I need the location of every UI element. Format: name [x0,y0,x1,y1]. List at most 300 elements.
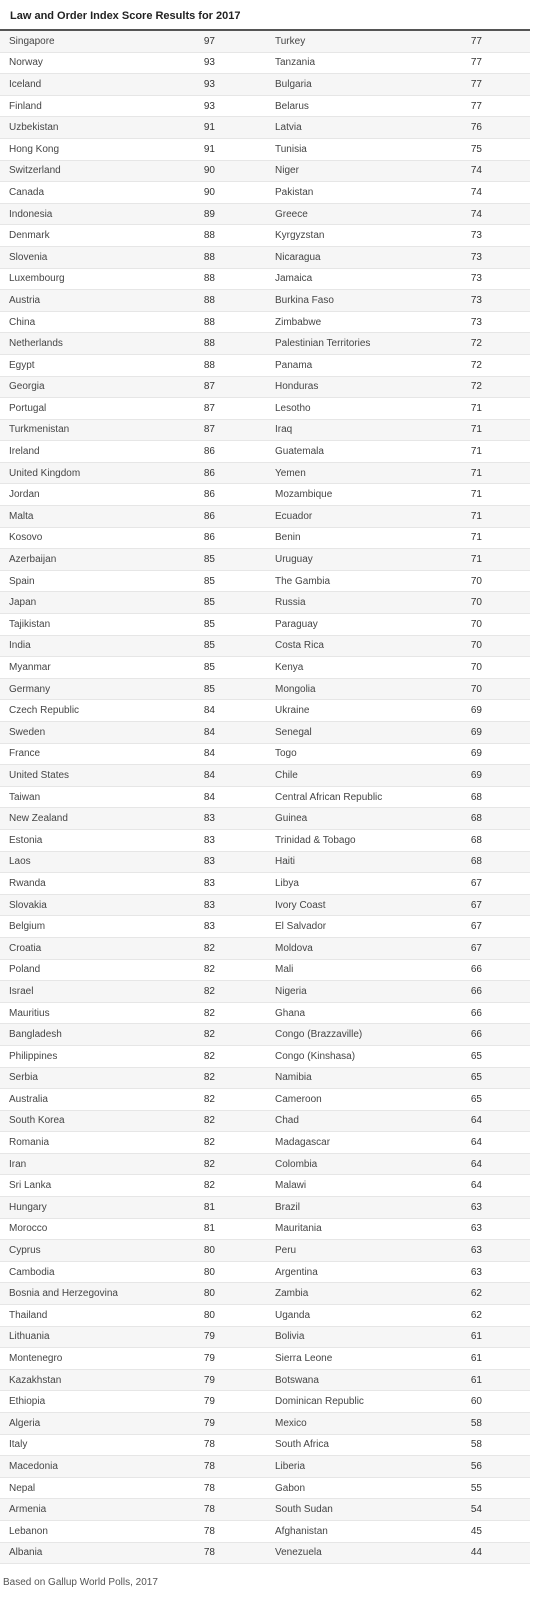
score-value: 70 [470,575,482,587]
table-row [265,1435,530,1457]
country-name: United States [9,769,70,781]
score-value: 74 [470,165,482,177]
country-name: Iceland [9,78,42,90]
score-value: 78 [203,1460,215,1472]
score-value: 73 [470,251,482,263]
table-row [0,852,265,874]
table-row [265,53,530,75]
table-row [0,1046,265,1068]
score-value: 86 [203,510,215,522]
country-name: Congo (Kinshasa) [275,1050,356,1062]
country-name: Malawi [275,1180,307,1192]
score-value: 70 [470,683,482,695]
table-row [265,247,530,269]
table-row [0,1435,265,1457]
table-row [0,1327,265,1349]
table-row [0,398,265,420]
country-name: Costa Rica [275,640,324,652]
score-value: 74 [470,186,482,198]
score-value: 70 [470,640,482,652]
score-value: 67 [470,921,482,933]
score-value: 75 [470,143,482,155]
country-name: Georgia [9,381,45,393]
score-value: 84 [203,748,215,760]
score-table [0,31,530,1564]
score-value: 86 [203,532,215,544]
score-value: 84 [203,791,215,803]
country-name: Senegal [275,726,312,738]
country-name: Tajikistan [9,618,51,630]
score-value: 88 [203,359,215,371]
score-value: 72 [470,338,482,350]
table-row [0,74,265,96]
table-row [0,1219,265,1241]
country-name: Azerbaijan [9,554,57,566]
score-value: 62 [470,1288,482,1300]
score-value: 93 [203,100,215,112]
table-row [265,1391,530,1413]
table-row [265,1370,530,1392]
country-name: Italy [9,1439,28,1451]
table-row [0,787,265,809]
country-name: Uganda [275,1309,311,1321]
table-row [0,830,265,852]
country-name: Brazil [275,1201,301,1213]
country-name: Australia [9,1093,48,1105]
table-row [0,377,265,399]
table-row [265,1283,530,1305]
country-name: Mauritania [275,1223,322,1235]
table-row [0,981,265,1003]
country-name: Zimbabwe [275,316,322,328]
country-name: Jamaica [275,273,313,285]
table-row [0,744,265,766]
table-row [0,139,265,161]
country-name: Slovakia [9,899,47,911]
country-name: Israel [9,985,34,997]
country-name: Mali [275,964,294,976]
score-value: 86 [203,446,215,458]
table-row [0,31,265,53]
score-value: 80 [203,1288,215,1300]
score-value: 69 [470,748,482,760]
table-row [0,873,265,895]
page-title: Law and Order Index Score Results for 2017 [10,10,241,22]
table-row [265,657,530,679]
table-row [265,441,530,463]
country-name: Mongolia [275,683,316,695]
score-value: 82 [203,1158,215,1170]
table-row [265,571,530,593]
table-row [0,1305,265,1327]
country-name: Mozambique [275,489,333,501]
country-name: Sri Lanka [9,1180,52,1192]
table-row [265,636,530,658]
country-name: Guinea [275,813,308,825]
table-row [0,528,265,550]
table-row [265,528,530,550]
country-name: Denmark [9,230,50,242]
table-row [265,1543,530,1565]
table-row [0,312,265,334]
score-value: 71 [470,446,482,458]
country-name: Ethiopia [9,1396,46,1408]
score-value: 63 [470,1223,482,1235]
country-name: South Korea [9,1115,65,1127]
country-name: Bulgaria [275,78,312,90]
score-value: 79 [203,1374,215,1386]
country-name: Paraguay [275,618,318,630]
country-name: Central African Republic [275,791,383,803]
table-row [0,247,265,269]
score-value: 63 [470,1201,482,1213]
score-value: 77 [470,57,482,69]
country-name: India [9,640,31,652]
score-value: 79 [203,1417,215,1429]
table-row [0,269,265,291]
score-value: 68 [470,791,482,803]
country-name: Sierra Leone [275,1353,333,1365]
score-value: 71 [470,510,482,522]
country-name: Poland [9,964,41,976]
table-row [265,787,530,809]
country-name: Spain [9,575,35,587]
score-value: 73 [470,273,482,285]
score-value: 85 [203,662,215,674]
country-name: Indonesia [9,208,53,220]
country-name: Madagascar [275,1137,331,1149]
table-row [265,161,530,183]
table-row [0,960,265,982]
country-name: Morocco [9,1223,48,1235]
country-name: Chile [275,769,298,781]
table-row [265,592,530,614]
table-row [265,808,530,830]
table-row [0,700,265,722]
score-value: 70 [470,618,482,630]
country-name: Gabon [275,1482,306,1494]
table-row [265,398,530,420]
country-name: Lesotho [275,402,311,414]
table-row [265,852,530,874]
table-row [265,981,530,1003]
table-row [265,333,530,355]
score-value: 77 [470,78,482,90]
country-name: Benin [275,532,301,544]
country-name: Philippines [9,1050,58,1062]
country-name: Ukraine [275,705,310,717]
table-row [0,722,265,744]
country-name: Ivory Coast [275,899,326,911]
table-row [265,1089,530,1111]
table-row [0,1370,265,1392]
country-name: Luxembourg [9,273,65,285]
score-value: 69 [470,726,482,738]
country-name: Finland [9,100,42,112]
country-name: Egypt [9,359,35,371]
score-value: 61 [470,1331,482,1343]
score-value: 69 [470,769,482,781]
score-value: 82 [203,1007,215,1019]
country-name: Singapore [9,35,55,47]
country-name: Mexico [275,1417,307,1429]
country-name: Turkmenistan [9,424,70,436]
country-name: Thailand [9,1309,48,1321]
score-value: 80 [203,1266,215,1278]
table-row [0,96,265,118]
table-row [265,722,530,744]
score-value: 88 [203,273,215,285]
country-name: Nicaragua [275,251,321,263]
table-row [0,1543,265,1565]
score-value: 84 [203,769,215,781]
country-name: Laos [9,856,31,868]
score-value: 71 [470,467,482,479]
country-name: Belgium [9,921,46,933]
country-name: France [9,748,41,760]
table-row [0,1456,265,1478]
table-row [265,290,530,312]
table-row [265,1175,530,1197]
table-row [265,873,530,895]
score-value: 79 [203,1353,215,1365]
table-row [265,1327,530,1349]
country-name: Jordan [9,489,40,501]
score-value: 78 [203,1482,215,1494]
country-name: South Africa [275,1439,329,1451]
score-value: 45 [470,1525,482,1537]
table-row [0,938,265,960]
country-name: Kosovo [9,532,43,544]
country-name: Lithuania [9,1331,50,1343]
table-row [0,808,265,830]
table-row [265,938,530,960]
score-value: 84 [203,726,215,738]
country-name: Bangladesh [9,1029,62,1041]
country-name: Canada [9,186,45,198]
table-row [265,830,530,852]
country-name: Rwanda [9,877,46,889]
country-name: Burkina Faso [275,294,334,306]
score-value: 72 [470,359,482,371]
country-name: Mauritius [9,1007,50,1019]
table-row [265,117,530,139]
table-row [265,31,530,53]
score-value: 71 [470,532,482,544]
country-name: Montenegro [9,1353,63,1365]
score-value: 83 [203,856,215,868]
score-value: 76 [470,122,482,134]
score-value: 61 [470,1374,482,1386]
table-row [265,1521,530,1543]
table-row [265,377,530,399]
table-row [265,1132,530,1154]
table-row [0,333,265,355]
score-value: 87 [203,424,215,436]
country-name: Honduras [275,381,319,393]
country-name: Zambia [275,1288,309,1300]
table-row [0,1197,265,1219]
table-row [0,1240,265,1262]
table-row [265,679,530,701]
score-value: 78 [203,1504,215,1516]
score-value: 63 [470,1266,482,1278]
score-value: 64 [470,1115,482,1127]
table-row [0,571,265,593]
table-row [0,1154,265,1176]
table-row [265,614,530,636]
country-name: Belarus [275,100,309,112]
table-row [265,1219,530,1241]
score-value: 78 [203,1525,215,1537]
score-value: 87 [203,402,215,414]
table-row [265,1478,530,1500]
score-value: 85 [203,618,215,630]
score-value: 64 [470,1180,482,1192]
table-row [0,484,265,506]
score-value: 81 [203,1201,215,1213]
table-row [265,1240,530,1262]
table-row [0,592,265,614]
table-row [265,1003,530,1025]
table-row [265,765,530,787]
country-name: Nepal [9,1482,36,1494]
country-name: Pakistan [275,186,314,198]
score-value: 85 [203,554,215,566]
table-row [0,1283,265,1305]
country-name: Algeria [9,1417,41,1429]
country-name: Iraq [275,424,293,436]
country-name: Bolivia [275,1331,305,1343]
left-column [0,31,265,1564]
country-name: Iran [9,1158,27,1170]
country-name: New Zealand [9,813,68,825]
score-value: 82 [203,985,215,997]
table-row [265,1197,530,1219]
score-value: 82 [203,1137,215,1149]
table-row [265,1348,530,1370]
table-row [265,1046,530,1068]
score-value: 55 [470,1482,482,1494]
table-row [0,1499,265,1521]
table-row [0,225,265,247]
table-row [265,312,530,334]
country-name: Slovenia [9,251,48,263]
score-value: 65 [470,1072,482,1084]
table-row [265,1499,530,1521]
table-row [265,895,530,917]
score-value: 85 [203,575,215,587]
country-name: Macedonia [9,1460,58,1472]
score-value: 83 [203,899,215,911]
score-value: 91 [203,143,215,155]
country-name: Portugal [9,402,47,414]
country-name: Togo [275,748,297,760]
table-row [265,225,530,247]
score-value: 80 [203,1245,215,1257]
table-row [265,960,530,982]
country-name: Cyprus [9,1245,41,1257]
table-row [265,744,530,766]
table-row [0,1132,265,1154]
country-name: Kazakhstan [9,1374,62,1386]
right-column [265,31,530,1564]
country-name: Colombia [275,1158,318,1170]
table-row [265,139,530,161]
table-row [0,161,265,183]
country-name: Japan [9,597,37,609]
table-row [265,1024,530,1046]
score-value: 62 [470,1309,482,1321]
country-name: Russia [275,597,306,609]
score-value: 66 [470,964,482,976]
country-name: Chad [275,1115,299,1127]
table-row [265,506,530,528]
score-value: 44 [470,1547,482,1559]
country-name: Haiti [275,856,296,868]
country-name: China [9,316,36,328]
country-name: Afghanistan [275,1525,328,1537]
country-name: Bosnia and Herzegovina [9,1288,118,1300]
score-value: 89 [203,208,215,220]
country-name: Norway [9,57,43,69]
table-row [0,1262,265,1284]
score-value: 71 [470,554,482,566]
score-value: 66 [470,985,482,997]
country-name: Venezuela [275,1547,322,1559]
table-row [0,420,265,442]
score-value: 73 [470,316,482,328]
table-row [265,355,530,377]
table-row [265,700,530,722]
score-value: 64 [470,1158,482,1170]
score-value: 70 [470,662,482,674]
score-value: 70 [470,597,482,609]
country-name: Uruguay [275,554,313,566]
country-name: Tanzania [275,57,316,69]
table-row [265,463,530,485]
table-row [0,53,265,75]
table-row [0,1068,265,1090]
score-value: 87 [203,381,215,393]
score-value: 88 [203,230,215,242]
score-value: 82 [203,1115,215,1127]
score-value: 71 [470,424,482,436]
country-name: Kyrgyzstan [275,230,325,242]
table-row [0,506,265,528]
table-row [265,1305,530,1327]
table-row [265,484,530,506]
score-value: 81 [203,1223,215,1235]
country-name: Germany [9,683,51,695]
table-row [0,549,265,571]
score-value: 73 [470,294,482,306]
country-name: Romania [9,1137,50,1149]
score-value: 84 [203,705,215,717]
country-name: Ecuador [275,510,313,522]
table-row [265,1068,530,1090]
score-value: 60 [470,1396,482,1408]
table-row [265,420,530,442]
table-row [265,96,530,118]
country-name: Greece [275,208,308,220]
table-row [0,182,265,204]
country-name: Tunisia [275,143,307,155]
score-value: 78 [203,1547,215,1559]
score-value: 82 [203,1072,215,1084]
table-row [0,765,265,787]
country-name: Cameroon [275,1093,322,1105]
